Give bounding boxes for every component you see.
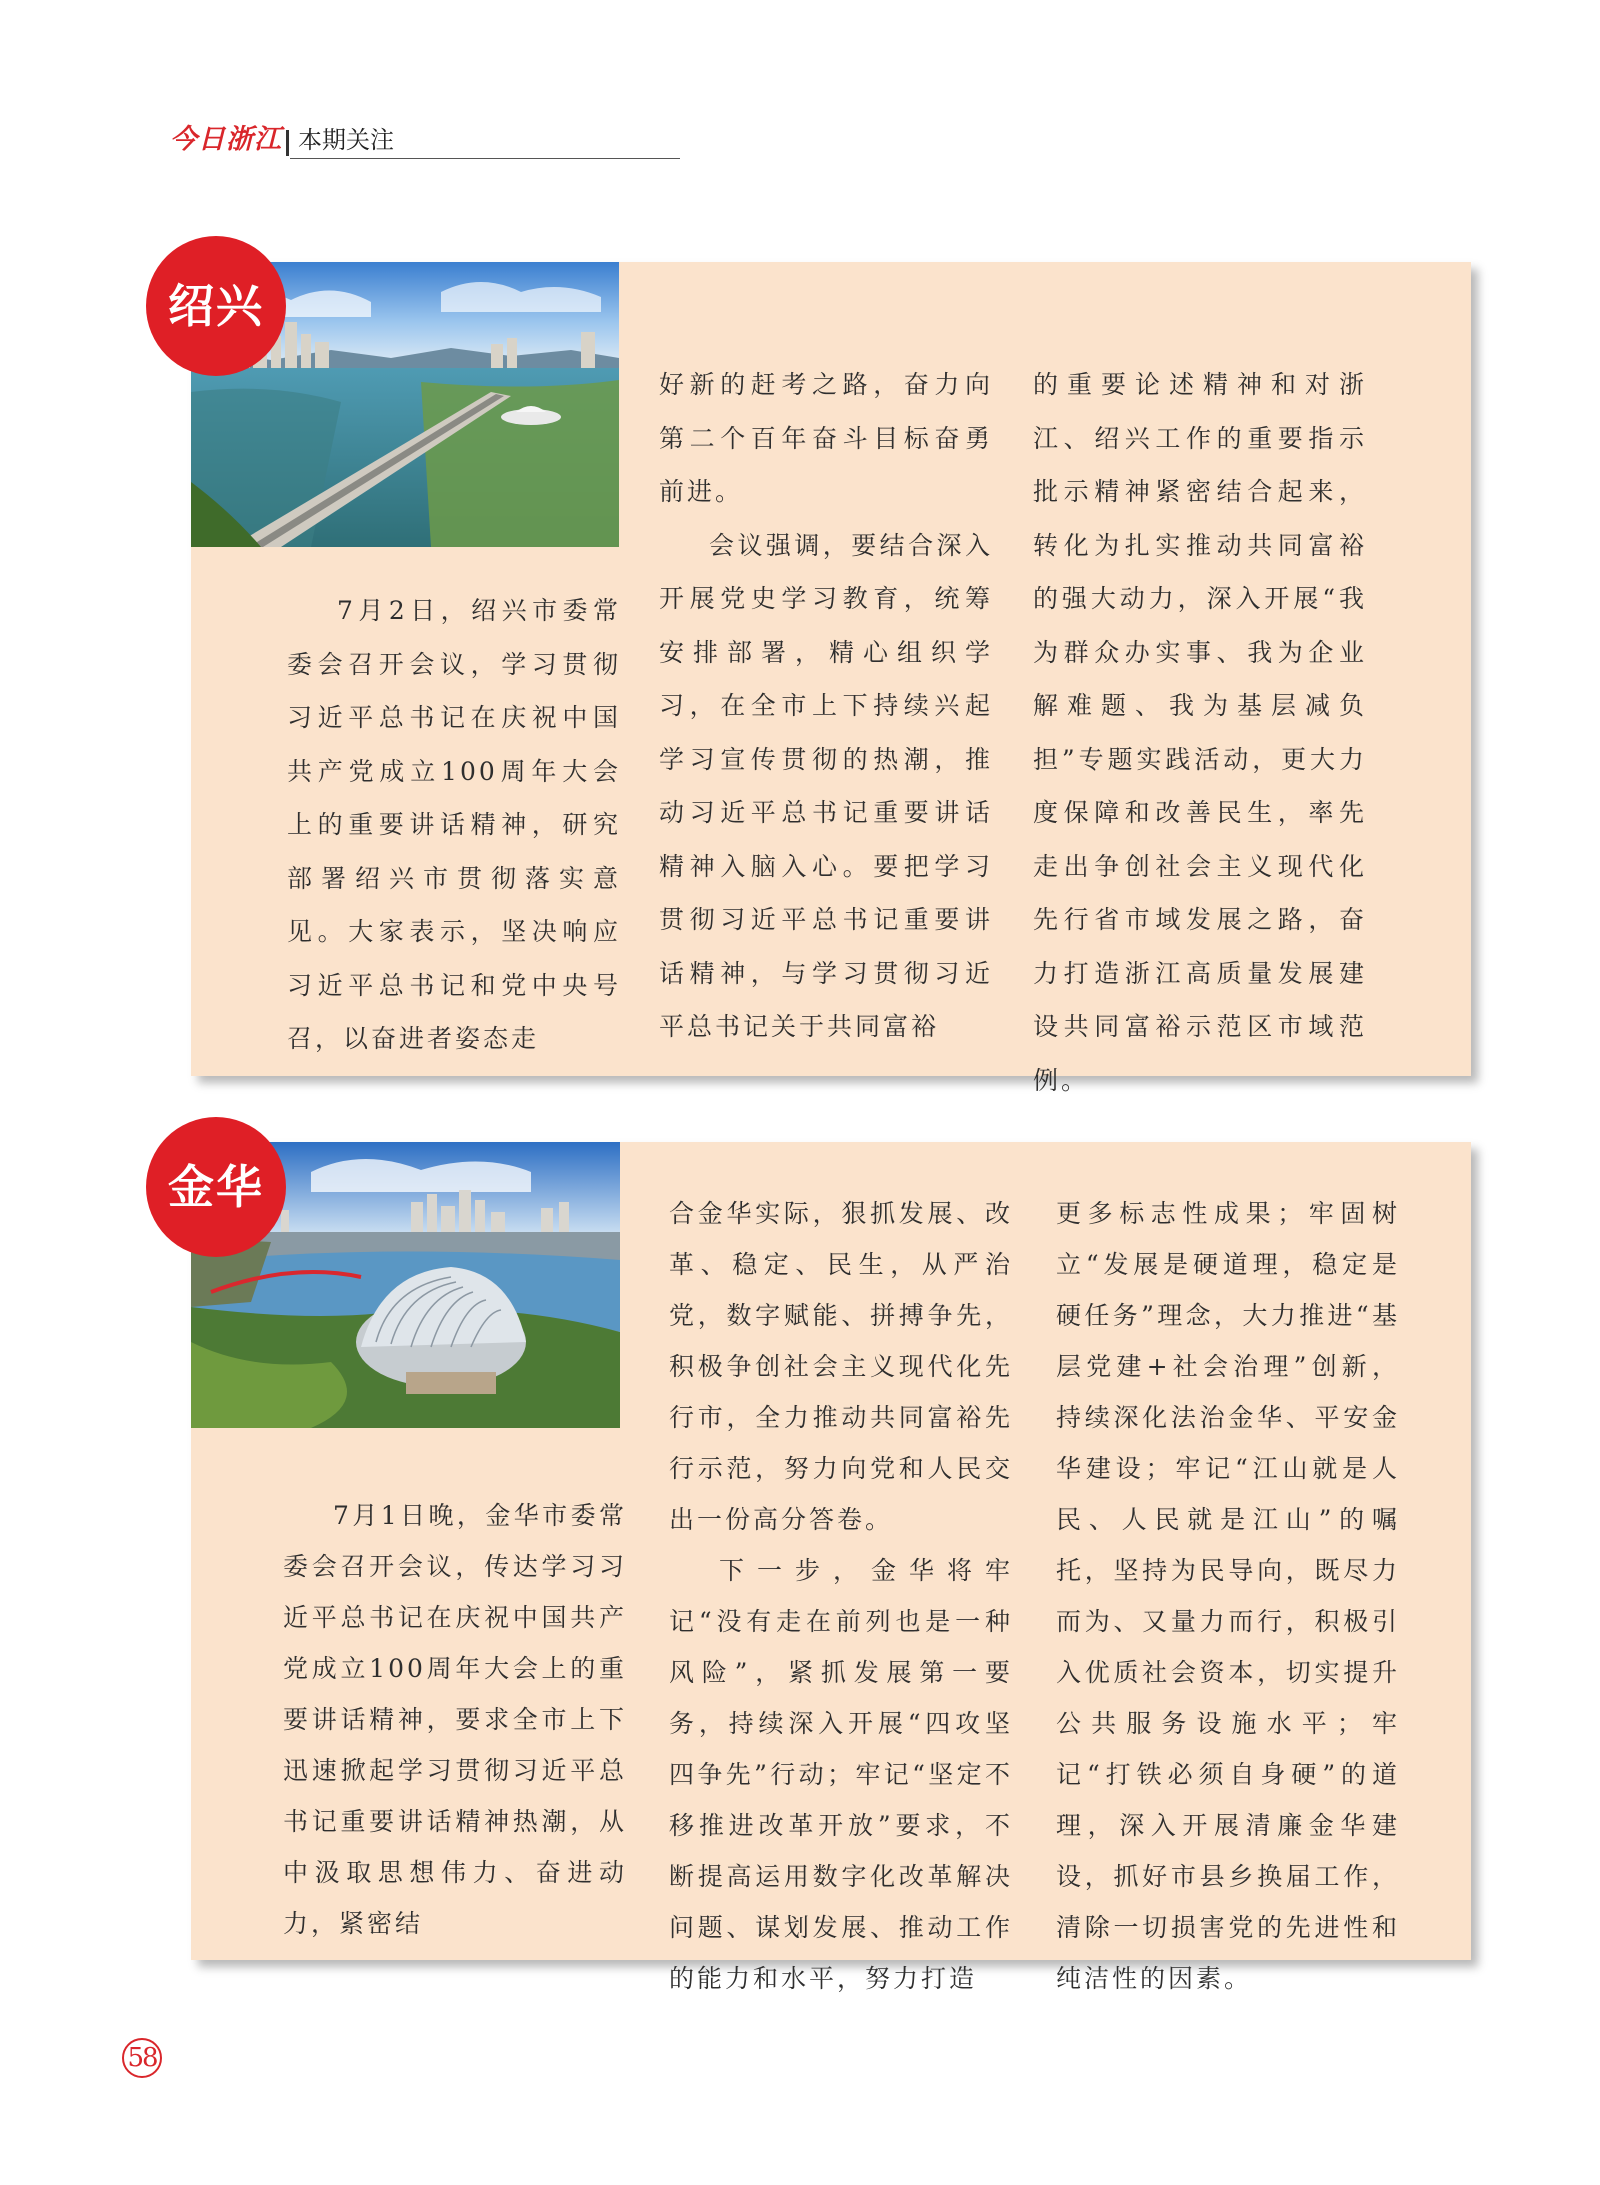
paragraph: 更多标志性成果；牢固树立“发展是硬道理，稳定是硬任务”理念，大力推进“基层党建+社会治理”创新，持续深化法治金华、平安金华建设；牢记“江山就是人民、人民就是江山”的嘱托，坚持为民导向，既尽力而为、又量力而行，积极引入优质社会资本，切实提升公共服务设施水平；牢记“打铁必须自身硬”的道理，深入开展清廉金华建设，抓好市县乡换届工作，清除一切损害党的先进性和纯洁性的因素。 bbox=[1056, 1199, 1400, 1993]
column-3 bbox=[1056, 1188, 1400, 2004]
section-title: 本期关注 bbox=[298, 126, 394, 154]
paragraph: 的重要论述精神和对浙江、绍兴工作的重要指示批示精神紧密结合起来，转化为扎实推动共同富裕的强大动力，深入开展“我为群众办实事、我为企业解难题、我为基层减负担”专题实践活动，更大力度保障和改善民生，率先走出争创社会主义现代化先行省市域发展之路，奋力打造浙江高质量发展建设共同富裕示范区市域范例。 bbox=[1033, 370, 1367, 1095]
column-3 bbox=[1033, 358, 1367, 1107]
brand-logo: 今日浙江 bbox=[170, 124, 282, 155]
city-badge-shaoxing: 绍兴 bbox=[146, 236, 286, 376]
article-card-shaoxing bbox=[191, 262, 1471, 1095]
page-number: 58 bbox=[122, 2038, 162, 2078]
column-1 bbox=[287, 584, 621, 1066]
city-badge-jinhua: 金华 bbox=[146, 1117, 286, 1257]
paragraph: 会议强调，要结合深入开展党史学习教育，统筹安排部署，精心组织学习，在全市上下持续兴起学习宣传贯彻的热潮，推动习近平总书记重要讲话精神入脑入心。要把学习贯彻习近平总书记重要讲话精神，与学习贯彻习近平总书记关于共同富裕 bbox=[659, 530, 993, 1041]
paragraph: 7月2日，绍兴市委常委会召开会议，学习贯彻习近平总书记在庆祝中国共产党成立100周年大会上的重要讲话精神，研究部署绍兴市贯彻落实意见。大家表示，坚决响应习近平总书记和党中央号召，以奋进者姿态走 bbox=[287, 596, 621, 1053]
paragraph: 下一步，金华将牢记“没有走在前列也是一种风险”，紧抓发展第一要务，持续深入开展“四攻坚四争先”行动；牢记“坚定不移推进改革开放”要求，不断提高运用数字化改革解决问题、谋划发展、推动工作的能力和水平，努力打造 bbox=[669, 1556, 1013, 1993]
column-1 bbox=[283, 1490, 627, 1949]
column-2 bbox=[669, 1188, 1013, 2004]
masthead bbox=[170, 122, 510, 160]
paragraph: 好新的赶考之路，奋力向第二个百年奋斗目标奋勇前进。 bbox=[659, 370, 993, 506]
column-2 bbox=[659, 358, 993, 1054]
paragraph: 7月1日晚，金华市委常委会召开会议，传达学习习近平总书记在庆祝中国共产党成立100周年大会上的重要讲话精神，要求全市上下迅速掀起学习贯彻习近平总书记重要讲话精神热潮，从中汲取思想伟力、奋进动力，紧密结 bbox=[283, 1501, 627, 1938]
paragraph: 合金华实际，狠抓发展、改革、稳定、民生，从严治党，数字赋能、拼搏争先，积极争创社会主义现代化先行市，全力推动共同富裕先行示范，努力向党和人民交出一份高分答卷。 bbox=[669, 1199, 1013, 1534]
article-card-jinhua bbox=[191, 1142, 1471, 1993]
header-rule bbox=[290, 158, 680, 159]
header-separator bbox=[286, 130, 289, 156]
